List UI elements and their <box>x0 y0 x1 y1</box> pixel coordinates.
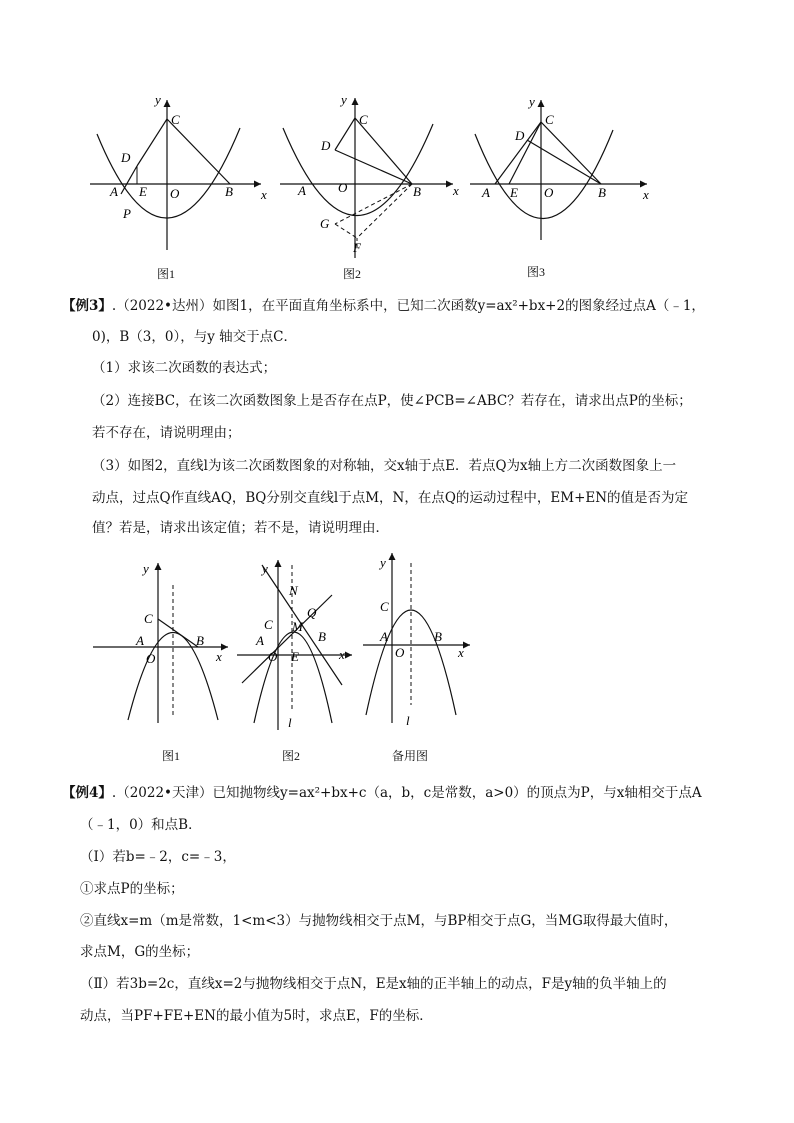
mid-figure-3 <box>358 545 488 774</box>
label-y: y <box>155 92 161 107</box>
svg-text:x: x <box>339 647 345 662</box>
example4-heading: 【例4】 <box>62 785 112 801</box>
caption-fig3: 图3 <box>527 265 546 279</box>
example4-p1b-2: 求点M，G的坐标； <box>80 944 200 960</box>
svg-text:P: P <box>123 206 131 221</box>
svg-text:D: D <box>515 128 525 143</box>
example4-p1: （Ⅰ）若b=﹣2，c=﹣3， <box>80 849 236 865</box>
svg-text:C: C <box>359 112 368 127</box>
svg-text:C: C <box>264 617 273 632</box>
example4-line1: 【例4】.（2022•天津）已知抛物线y=ax²+bx+c（a，b，c是常数，a>0）的顶点为P，与x轴相交于点A <box>62 785 702 801</box>
svg-text:G: G <box>320 216 330 231</box>
svg-text:A: A <box>298 183 306 198</box>
svg-text:x: x <box>643 187 649 202</box>
top-figure-3 <box>465 90 665 294</box>
svg-text:D: D <box>121 150 131 165</box>
example4-p1b-1: ②直线x=m（m是常数，1<m<3）与抛物线相交于点M，与BP相交于点G，当MG取得最大值时， <box>80 913 678 929</box>
top-figure-1 <box>85 90 285 294</box>
svg-text:C: C <box>545 112 554 127</box>
top-figure-2 <box>275 90 475 294</box>
caption-fig1: 图1 <box>157 267 176 281</box>
example4-p2b: 动点，当PF+FE+EN的最小值为5时，求点E，F的坐标． <box>80 1008 433 1024</box>
svg-text:B: B <box>598 185 606 200</box>
example3-q3a: （3）如图2，直线l为该二次函数图象的对称轴，交x轴于点E．若点Q为x轴上方二次函数图象上一 <box>92 458 677 474</box>
svg-text:O: O <box>268 649 278 664</box>
svg-text:D: D <box>321 138 331 153</box>
example3-line1: 【例3】.（2022•达州）如图1，在平面直角坐标系中，已知二次函数y=ax²+bx+2的图象经过点A（﹣1， <box>62 298 705 314</box>
example4-p1a: ①求点P的坐标； <box>80 881 184 897</box>
svg-text:y: y <box>529 94 535 109</box>
example4-line2: （﹣1，0）和点B． <box>80 817 202 833</box>
svg-text:O: O <box>544 185 554 200</box>
caption-mid-fig2: 图2 <box>282 749 301 763</box>
mid-figure-2 <box>232 555 362 774</box>
svg-text:B: B <box>434 629 442 644</box>
svg-text:E: E <box>139 184 147 199</box>
svg-text:l: l <box>288 715 292 730</box>
svg-text:O: O <box>338 180 348 195</box>
example3-heading: 【例3】 <box>62 298 112 314</box>
svg-text:O: O <box>170 186 180 201</box>
svg-text:A: A <box>380 629 388 644</box>
svg-text:y: y <box>262 561 268 576</box>
example3-line2: 0)，B（3，0），与y 轴交于点C． <box>92 329 297 345</box>
top-figure-2-graph <box>275 90 475 290</box>
svg-text:O: O <box>395 645 405 660</box>
svg-text:E: E <box>291 649 299 664</box>
svg-text:x: x <box>216 649 222 664</box>
svg-text:E: E <box>510 185 518 200</box>
svg-text:B: B <box>225 184 233 199</box>
svg-text:l: l <box>406 713 410 728</box>
top-figure-1-graph <box>85 90 285 290</box>
mid-figure-1-graph <box>88 555 238 770</box>
svg-text:A: A <box>482 185 490 200</box>
svg-text:A: A <box>256 633 264 648</box>
svg-text:y: y <box>380 555 386 570</box>
svg-text:B: B <box>413 184 421 199</box>
caption-mid-fig3: 备用图 <box>392 749 429 763</box>
example3-q2a: （2）连接BC，在该二次函数图象上是否存在点P，使∠PCB=∠ABC？若存在，请求出点P的坐标； <box>92 393 692 409</box>
top-figure-3-graph <box>465 90 665 290</box>
svg-text:A: A <box>136 633 144 648</box>
example3-q2b: 若不存在，请说明理由； <box>92 425 241 441</box>
svg-text:B: B <box>318 629 326 644</box>
mid-figure-2-graph <box>232 555 362 770</box>
svg-text:B: B <box>196 633 204 648</box>
example4-p2a: （Ⅱ）若3b=2c，直线x=2与抛物线相交于点N，E是x轴的正半轴上的动点，F是y轴的负半轴上的 <box>80 976 667 992</box>
svg-text:F: F <box>353 240 361 255</box>
label-x: x <box>261 187 267 202</box>
svg-text:C: C <box>380 599 389 614</box>
example3-q3c: 值？若是，请求出该定值；若不是，请说明理由． <box>92 520 389 536</box>
svg-text:C: C <box>144 611 153 626</box>
mid-figure-3-graph <box>358 545 488 770</box>
svg-text:y: y <box>341 92 347 107</box>
example3-q3b: 动点，过点Q作直线AQ，BQ分别交直线l于点M，N，在点Q的运动过程中，EM+EN的值是否为定 <box>92 490 689 506</box>
svg-text:N: N <box>289 583 298 598</box>
svg-text:O: O <box>146 651 156 666</box>
svg-text:x: x <box>458 645 464 660</box>
svg-text:M: M <box>292 619 303 634</box>
mid-figure-1 <box>88 555 238 774</box>
caption-mid-fig1: 图1 <box>162 749 181 763</box>
svg-text:A: A <box>110 184 118 199</box>
svg-text:C: C <box>171 112 180 127</box>
caption-fig2: 图2 <box>343 267 362 281</box>
svg-text:x: x <box>453 183 459 198</box>
svg-text:Q: Q <box>307 605 317 620</box>
svg-text:y: y <box>143 561 149 576</box>
example3-q1: （1）求该二次函数的表达式； <box>92 360 277 376</box>
